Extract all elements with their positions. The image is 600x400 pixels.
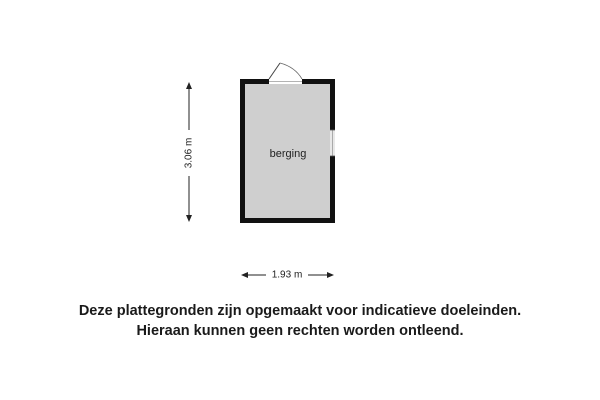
- window-right-wall: [330, 130, 335, 156]
- door-leaf: [269, 63, 280, 79]
- disclaimer-line-1: Deze plattegronden zijn opgemaakt voor indicatieve doeleinden.: [78, 303, 522, 319]
- room-label: berging: [269, 147, 307, 160]
- dimension-height-label: 3.06 m: [183, 137, 195, 169]
- door-top-wall: [269, 63, 302, 84]
- door-swing-arc: [280, 63, 302, 79]
- dimension-width: [241, 268, 334, 282]
- dimension-height: [182, 82, 196, 222]
- disclaimer-line-2: Hieraan kunnen geen rechten worden ontleend.: [136, 323, 464, 339]
- disclaimer: [0, 301, 600, 341]
- dimension-width-label: 1.93 m: [271, 269, 303, 281]
